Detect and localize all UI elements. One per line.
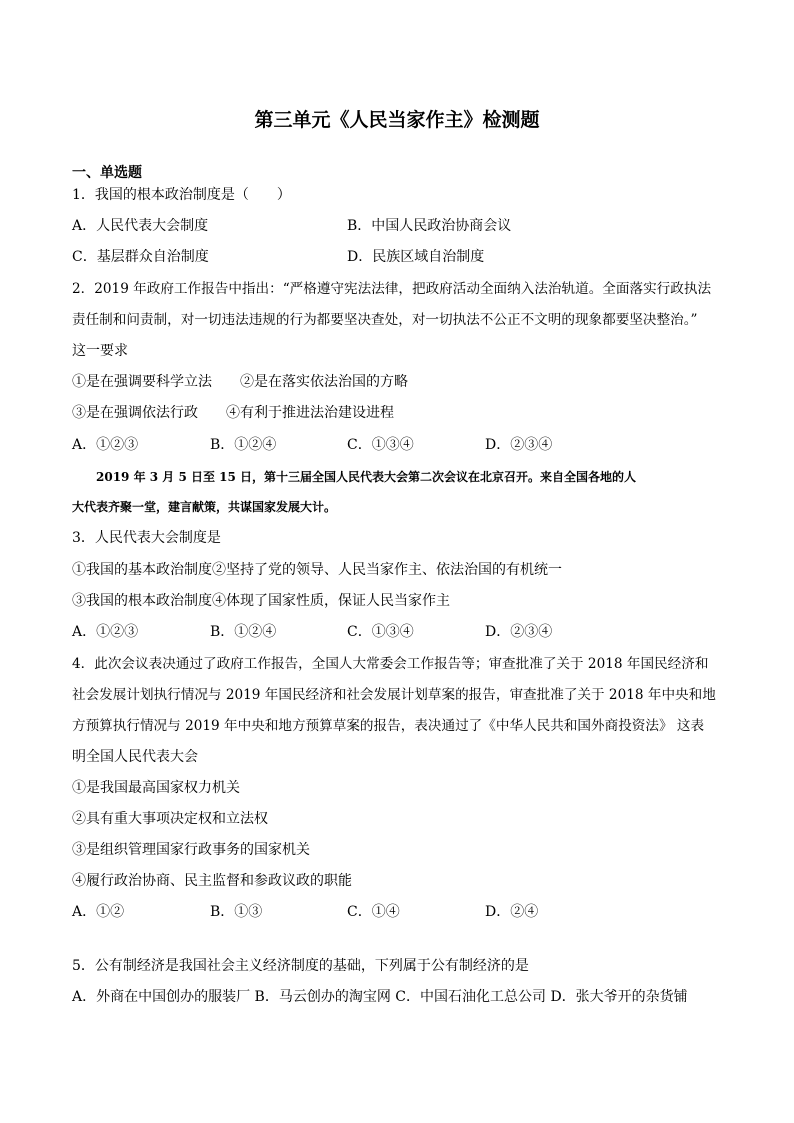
q3-item-line-1: ①我国的基本政治制度②坚持了党的领导、人民当家作主、依法治国的有机统一 (72, 562, 562, 578)
q2-stem-line-1: 2．2019 年政府工作报告中指出：“严格遵守宪法法律，把政府活动全面纳入法治轨道。全面落实行政执法 (72, 281, 712, 297)
q4-option-d[interactable]: D．②④ (485, 904, 539, 920)
q4-stem-line-4: 明全国人民代表大会 (72, 749, 198, 765)
q3-option-a[interactable]: A．①②③ (72, 624, 139, 640)
q2-option-d[interactable]: D．②③④ (485, 437, 553, 453)
q4-stem-line-2: 社会发展计划执行情况与 2019 年国民经济和社会发展计划草案的报告，审查批准了关于 2018 年中央和地 (72, 687, 716, 703)
q1-option-b[interactable]: B．中国人民政治协商会议 (347, 218, 512, 234)
q2-option-b[interactable]: B．①②④ (210, 437, 277, 453)
q5-options-line[interactable]: A．外商在中国创办的服装厂 B．马云创办的淘宝网 C．中国石油化工总公司 D．张大爷开的杂货铺 (72, 989, 688, 1005)
page-title: 第三单元《人民当家作主》检测题 (254, 109, 540, 131)
q4-item-1: ①是我国最高国家权力机关 (72, 780, 240, 796)
material-line-1: 2019 年 3 月 5 日至 15 日，第十三届全国人民代表大会第二次会议在北京召开。来自全国各地的人 (72, 470, 637, 484)
q4-item-2: ②具有重大事项决定权和立法权 (72, 811, 268, 827)
q2-option-c[interactable]: C．①③④ (347, 437, 414, 453)
q4-stem-line-3: 方预算执行情况与 2019 年中央和地方预算草案的报告，表决通过了《中华人民共和国外商投资法》 这表 (72, 718, 705, 734)
q4-stem-line-1: 4．此次会议表决通过了政府工作报告，全国人大常委会工作报告等；审查批准了关于 2018 年国民经济和 (72, 656, 709, 672)
q2-option-a[interactable]: A．①②③ (72, 437, 139, 453)
q2-item-line-1: ①是在强调要科学立法 ②是在落实依法治国的方略 (72, 374, 408, 390)
q1-option-c[interactable]: C．基层群众自治制度 (72, 249, 209, 265)
q1-option-d[interactable]: D．民族区域自治制度 (347, 249, 485, 265)
q5-stem: 5．公有制经济是我国社会主义经济制度的基础，下列属于公有制经济的是 (72, 958, 529, 974)
q4-item-3: ③是组织管理国家行政事务的国家机关 (72, 842, 310, 858)
q1-option-a[interactable]: A．人民代表大会制度 (72, 218, 209, 234)
q2-stem-line-2: 责任制和问责制，对一切违法违规的行为都要坚决查处，对一切执法不公正不文明的现象都要坚决整治。” (72, 312, 698, 328)
material-line-2: 大代表齐聚一堂，建言献策，共谋国家发展大计。 (72, 500, 337, 514)
q4-item-4: ④履行政治协商、民主监督和参政议政的职能 (72, 873, 352, 889)
q2-item-line-2: ③是在强调依法行政 ④有利于推进法治建设进程 (72, 405, 394, 421)
q3-option-c[interactable]: C．①③④ (347, 624, 414, 640)
q3-option-b[interactable]: B．①②④ (210, 624, 277, 640)
q2-stem-line-3: 这一要求 (72, 343, 128, 359)
q4-option-a[interactable]: A．①② (72, 904, 125, 920)
section-heading: 一、单选题 (72, 165, 142, 181)
q1-stem: 1．我国的根本政治制度是（ ） (72, 187, 291, 203)
q3-option-d[interactable]: D．②③④ (485, 624, 553, 640)
q4-option-c[interactable]: C．①④ (347, 904, 400, 920)
q3-item-line-2: ③我国的根本政治制度④体现了国家性质，保证人民当家作主 (72, 593, 450, 609)
q3-stem: 3．人民代表大会制度是 (72, 530, 221, 546)
q4-option-b[interactable]: B．①③ (210, 904, 263, 920)
